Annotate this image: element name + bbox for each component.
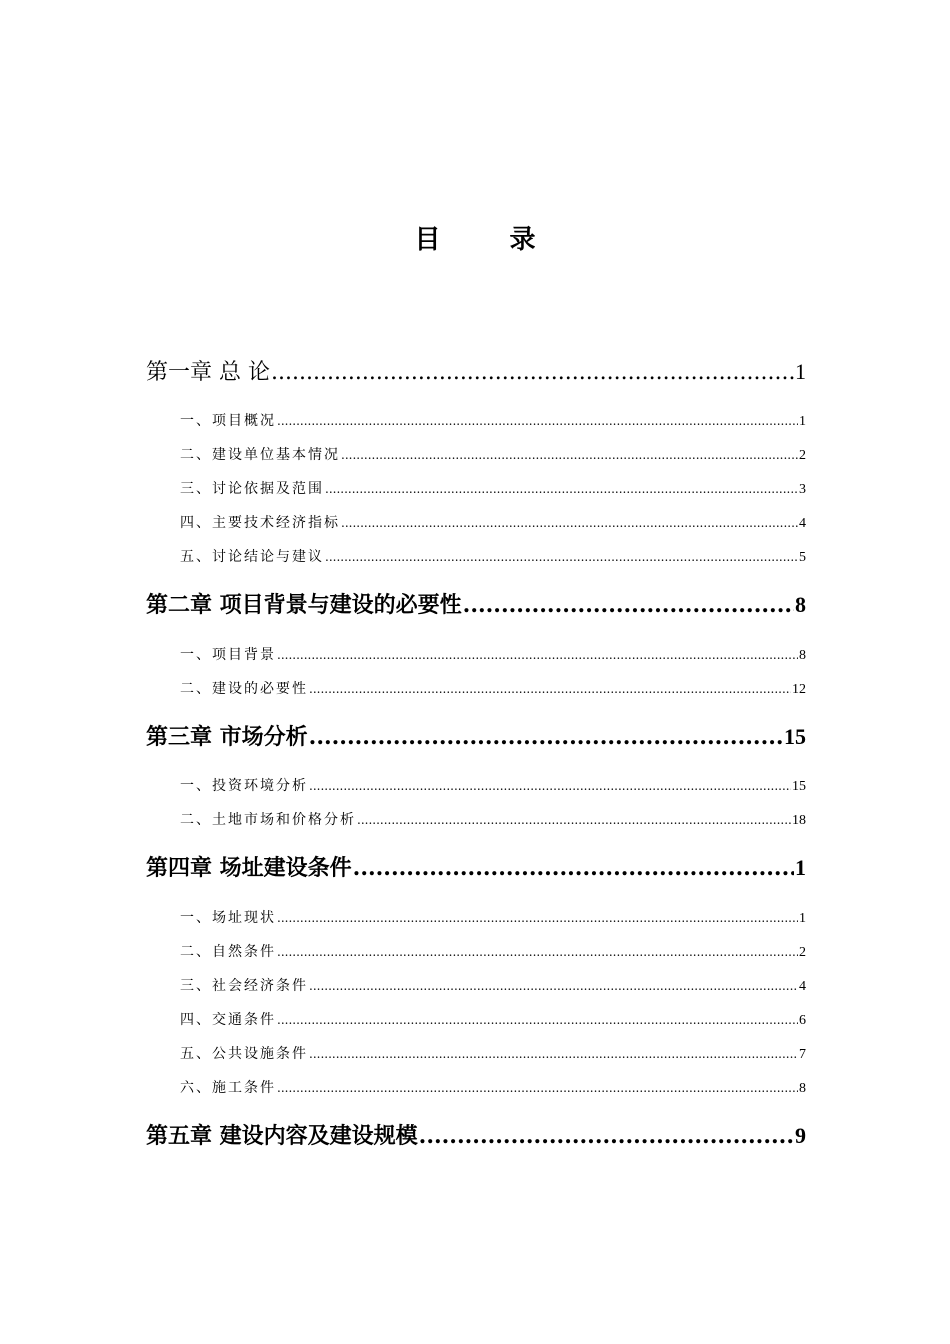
- toc-chapter-3[interactable]: [146, 722, 806, 752]
- dot-leader: [277, 645, 798, 665]
- dot-leader: [277, 908, 798, 928]
- toc-section-3-2[interactable]: [180, 810, 806, 830]
- toc-entry-label: 二、自然条件: [180, 944, 276, 960]
- toc-entry-label: 第三章 市场分析: [146, 724, 308, 750]
- dot-leader: [419, 1121, 794, 1151]
- toc-section-4-4[interactable]: [180, 1010, 806, 1030]
- toc-section-4-2[interactable]: [180, 942, 806, 962]
- toc-section-2-2[interactable]: [180, 679, 806, 699]
- toc-section-1-5[interactable]: [180, 547, 806, 567]
- toc-chapter-1[interactable]: [146, 357, 806, 387]
- toc-entry-label: 五、公共设施条件: [180, 1046, 308, 1062]
- dot-leader: [309, 776, 791, 796]
- toc-entry-label: 四、交通条件: [180, 1012, 276, 1028]
- toc-chapter-2[interactable]: [146, 590, 806, 620]
- toc-section-1-4[interactable]: [180, 513, 806, 533]
- toc-chapter-5[interactable]: [146, 1121, 806, 1151]
- dot-leader: [325, 479, 798, 499]
- toc-entry-page: 9: [795, 1123, 806, 1148]
- toc-entry-label: 三、讨论依据及范围: [180, 481, 324, 497]
- toc-section-1-2[interactable]: [180, 445, 806, 465]
- toc-chapter-4[interactable]: [146, 853, 806, 883]
- toc-entry-label: 五、讨论结论与建议: [180, 549, 324, 565]
- toc-entry-label: 第二章 项目背景与建设的必要性: [146, 592, 462, 618]
- dot-leader: [309, 722, 783, 752]
- toc-section-4-5[interactable]: [180, 1044, 806, 1064]
- toc-entry-label: 第四章 场址建设条件: [146, 855, 352, 881]
- toc-entry-label: 一、场址现状: [180, 910, 276, 926]
- toc-section-4-3[interactable]: [180, 976, 806, 996]
- dot-leader: [271, 358, 794, 388]
- toc-entry-page: 7: [799, 1047, 806, 1062]
- toc-title: 目 录: [414, 225, 566, 255]
- dot-leader: [463, 590, 794, 620]
- dot-leader: [325, 547, 798, 567]
- toc-entry-page: 6: [799, 1013, 806, 1028]
- toc-entry-page: 4: [799, 516, 806, 531]
- toc-entry-page: 1: [795, 855, 806, 880]
- toc-entry-page: 4: [799, 979, 806, 994]
- dot-leader: [277, 411, 798, 431]
- toc-section-1-1[interactable]: [180, 411, 806, 431]
- dot-leader: [357, 810, 791, 830]
- toc-section-1-3[interactable]: [180, 479, 806, 499]
- toc-section-4-6[interactable]: [180, 1078, 806, 1098]
- dot-leader: [309, 976, 798, 996]
- toc-section-3-1[interactable]: [180, 776, 806, 796]
- dot-leader: [341, 513, 798, 533]
- toc-entry-page: 8: [795, 592, 806, 617]
- toc-entry-label: 第一章 总 论: [146, 360, 270, 385]
- dot-leader: [309, 679, 791, 699]
- dot-leader: [277, 1078, 798, 1098]
- toc-entry-page: 5: [799, 550, 806, 565]
- toc-entry-page: 15: [784, 724, 806, 749]
- toc-entry-page: 1: [799, 414, 806, 429]
- toc-entry-page: 18: [792, 813, 806, 828]
- toc-section-2-1[interactable]: [180, 645, 806, 665]
- toc-entry-page: 3: [799, 482, 806, 497]
- toc-entry-label: 一、项目概况: [180, 413, 276, 429]
- dot-leader: [341, 445, 798, 465]
- toc-entry-page: 8: [799, 1081, 806, 1096]
- toc-entry-page: 8: [799, 648, 806, 663]
- toc-entry-label: 二、建设单位基本情况: [180, 447, 340, 463]
- toc-entry-label: 六、施工条件: [180, 1080, 276, 1096]
- toc-section-4-1[interactable]: [180, 908, 806, 928]
- toc-entry-page: 15: [792, 779, 806, 794]
- toc-entry-page: 2: [799, 945, 806, 960]
- toc-entry-label: 第五章 建设内容及建设规模: [146, 1123, 418, 1149]
- toc-entry-page: 12: [792, 682, 806, 697]
- dot-leader: [353, 853, 794, 883]
- toc-entry-label: 三、社会经济条件: [180, 978, 308, 994]
- toc-entry-label: 一、投资环境分析: [180, 778, 308, 794]
- dot-leader: [277, 1010, 798, 1030]
- toc-entry-label: 四、主要技术经济指标: [180, 515, 340, 531]
- dot-leader: [277, 942, 798, 962]
- toc-entry-label: 二、土地市场和价格分析: [180, 812, 356, 828]
- dot-leader: [309, 1044, 798, 1064]
- toc-entry-label: 二、建设的必要性: [180, 681, 308, 697]
- toc-entry-page: 2: [799, 448, 806, 463]
- toc-entry-label: 一、项目背景: [180, 647, 276, 663]
- toc-entry-page: 1: [795, 359, 806, 384]
- toc-entry-page: 1: [799, 911, 806, 926]
